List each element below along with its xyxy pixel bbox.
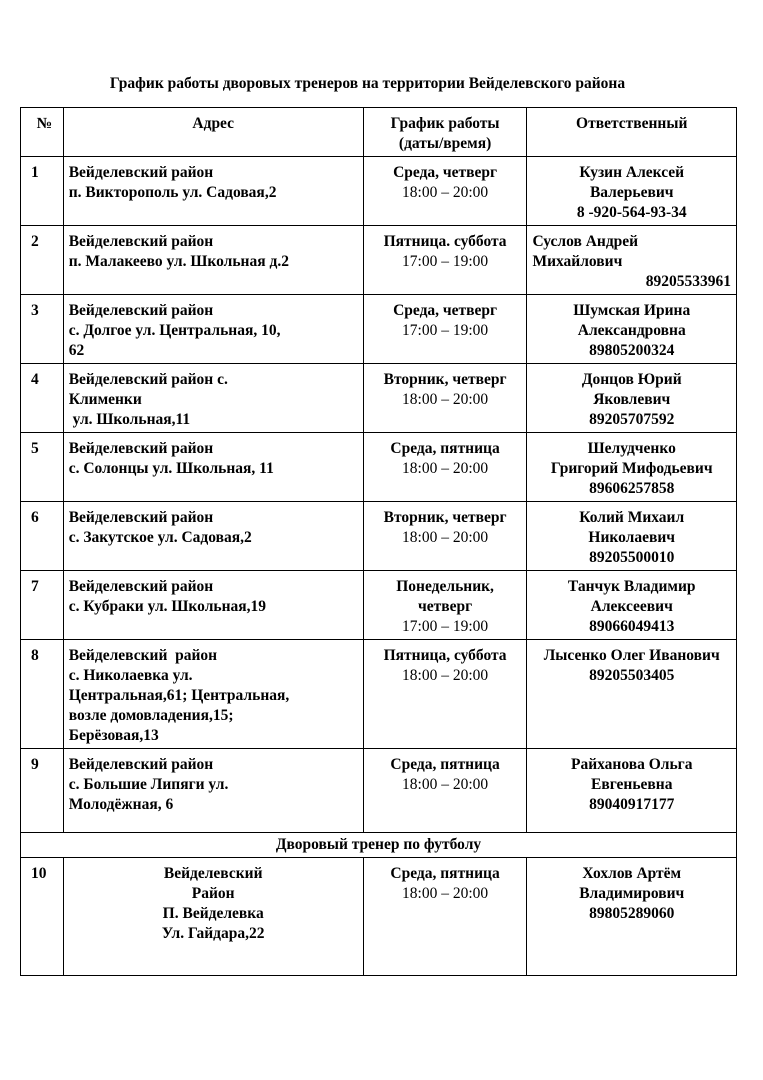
schedule-days: четверг: [418, 598, 473, 615]
address-line: Район: [191, 885, 235, 902]
header-schedule-line1: График работы: [390, 115, 500, 132]
responsible-name-line: Григорий Мифодьевич: [550, 460, 713, 477]
responsible-name-line: Евгеньевна: [590, 776, 673, 793]
row-responsible: [527, 502, 737, 571]
responsible-phone: 89805200324: [589, 342, 675, 359]
schedule-time: 17:00 – 19:00: [402, 253, 489, 270]
schedule-time: 18:00 – 20:00: [402, 391, 489, 408]
responsible-name-line: Колий Михаил: [579, 509, 685, 526]
address-line: с. Закутское ул. Садовая,2: [68, 529, 252, 546]
row-responsible: [527, 226, 737, 295]
address-line: возле домовладения,15;: [68, 707, 234, 724]
address-line: Ул. Гайдара,22: [161, 925, 265, 942]
row-number: 10: [21, 858, 64, 976]
table-row: [21, 502, 737, 571]
row-address: [63, 157, 363, 226]
row-schedule: [363, 295, 527, 364]
responsible-name-line: Райханова Ольга: [570, 756, 693, 773]
responsible-name-line: Танчук Владимир: [567, 578, 696, 595]
address-line: п. Малакеево ул. Школьная д.2: [68, 253, 289, 270]
responsible-name-line: Николаевич: [588, 529, 676, 546]
address-line: ул. Школьная,11: [68, 411, 191, 428]
section-header-row: [21, 833, 737, 858]
header-schedule-line2: (даты/время): [398, 135, 492, 152]
address-line: с. Большие Липяги ул.: [68, 776, 229, 793]
address-line: Центральная,61; Центральная,: [68, 687, 290, 704]
table-row: [21, 364, 737, 433]
schedule-time: 18:00 – 20:00: [402, 460, 489, 477]
row-responsible: [527, 364, 737, 433]
row-schedule: [363, 433, 527, 502]
row-responsible: [527, 749, 737, 833]
table-row: [21, 571, 737, 640]
schedule-time: 18:00 – 20:00: [402, 667, 489, 684]
row-address: [63, 571, 363, 640]
row-schedule: [363, 364, 527, 433]
address-line: Вейделевский район: [68, 756, 214, 773]
row-number: 1: [21, 157, 64, 226]
table-row: [21, 640, 737, 749]
responsible-phone: 89205503405: [589, 667, 675, 684]
address-line: с. Николаевка ул.: [68, 667, 193, 684]
responsible-name-line: Яковлевич: [593, 391, 671, 408]
header-address: Адрес: [63, 108, 363, 157]
schedule-days: Пятница. суббота: [383, 233, 507, 250]
table-body: [21, 157, 737, 976]
section-title: Дворовый тренер по футболу: [21, 833, 737, 858]
row-schedule: [363, 858, 527, 976]
responsible-name-line: Суслов Андрей: [532, 233, 639, 250]
schedule-days: Среда, четверг: [393, 302, 498, 319]
trainer-schedule-table: [20, 107, 737, 976]
address-line: п. Викторополь ул. Садовая,2: [68, 184, 277, 201]
header-schedule: [363, 108, 527, 157]
row-number: 9: [21, 749, 64, 833]
address-line: Вейделевский район: [68, 509, 214, 526]
schedule-time: 18:00 – 20:00: [402, 776, 489, 793]
row-number: 7: [21, 571, 64, 640]
row-responsible: [527, 433, 737, 502]
responsible-phone: 89066049413: [589, 618, 675, 635]
address-line: Вейделевский район: [68, 302, 214, 319]
row-address: [63, 433, 363, 502]
row-address: [63, 295, 363, 364]
table-row: [21, 157, 737, 226]
row-schedule: [363, 157, 527, 226]
address-line: с. Долгое ул. Центральная, 10,: [68, 322, 281, 339]
responsible-phone: 8 -920-564-93-34: [576, 204, 687, 221]
address-line: с. Солонцы ул. Школьная, 11: [68, 460, 274, 477]
row-address: [63, 364, 363, 433]
row-number: 4: [21, 364, 64, 433]
table-row: [21, 858, 737, 976]
address-line: Берёзовая,13: [68, 727, 159, 744]
schedule-days: Понедельник,: [396, 578, 494, 595]
schedule-days: Среда, пятница: [390, 440, 500, 457]
row-address: [63, 749, 363, 833]
schedule-days: Пятница, суббота: [383, 647, 507, 664]
schedule-time: 18:00 – 20:00: [402, 885, 489, 902]
address-line: Вейделевский район: [68, 578, 214, 595]
table-row: [21, 295, 737, 364]
responsible-name-line: Донцов Юрий: [581, 371, 682, 388]
responsible-name-line: Хохлов Артём: [582, 865, 682, 882]
row-responsible: [527, 858, 737, 976]
responsible-name-line: Владимирович: [579, 885, 685, 902]
table-row: [21, 433, 737, 502]
address-line: Вейделевский район: [68, 647, 218, 664]
row-responsible: [527, 640, 737, 749]
row-schedule: [363, 571, 527, 640]
responsible-phone: 89205533961: [645, 273, 731, 290]
responsible-name-line: Шумская Ирина: [573, 302, 691, 319]
schedule-days: Вторник, четверг: [383, 509, 507, 526]
schedule-time: 17:00 – 19:00: [402, 322, 489, 339]
row-schedule: [363, 749, 527, 833]
responsible-name-line: Лысенко Олег Иванович: [543, 647, 720, 664]
row-responsible: [527, 295, 737, 364]
responsible-name-line: Шелудченко: [587, 440, 676, 457]
schedule-time: 18:00 – 20:00: [402, 184, 489, 201]
row-address: [63, 858, 363, 976]
schedule-time: 17:00 – 19:00: [402, 618, 489, 635]
responsible-phone: 89205707592: [589, 411, 675, 428]
responsible-name-line: Михайлович: [532, 253, 623, 270]
header-responsible: Ответственный: [527, 108, 737, 157]
address-line: 62: [68, 342, 85, 359]
header-number: №: [21, 108, 64, 157]
address-line: Вейделевский район: [68, 233, 214, 250]
responsible-name-line: Кузин Алексей: [579, 164, 685, 181]
address-line: с. Кубраки ул. Школьная,19: [68, 598, 267, 615]
schedule-days: Среда, пятница: [390, 865, 500, 882]
responsible-name-line: Валерьевич: [589, 184, 674, 201]
row-schedule: [363, 226, 527, 295]
responsible-name-line: Алексеевич: [590, 598, 673, 615]
address-line: Клименки: [68, 391, 142, 408]
address-line: Вейделевский: [163, 865, 263, 882]
responsible-phone: 89205500010: [589, 549, 675, 566]
row-number: 6: [21, 502, 64, 571]
row-number: 5: [21, 433, 64, 502]
responsible-phone: 89040917177: [589, 796, 675, 813]
schedule-time: 18:00 – 20:00: [402, 529, 489, 546]
row-address: [63, 226, 363, 295]
schedule-days: Среда, четверг: [393, 164, 498, 181]
document-title: График работы дворовых тренеров на территории Вейделевского района: [109, 75, 626, 92]
row-number: 8: [21, 640, 64, 749]
responsible-phone: 89805289060: [589, 905, 675, 922]
row-number: 2: [21, 226, 64, 295]
row-schedule: [363, 502, 527, 571]
row-schedule: [363, 640, 527, 749]
address-line: П. Вейделевка: [162, 905, 264, 922]
schedule-days: Среда, пятница: [390, 756, 500, 773]
row-number: 3: [21, 295, 64, 364]
responsible-phone: 89606257858: [589, 480, 675, 497]
row-responsible: [527, 157, 737, 226]
address-line: Вейделевский район: [68, 164, 214, 181]
address-line: Молодёжная, 6: [68, 796, 174, 813]
row-address: [63, 640, 363, 749]
table-row: [21, 749, 737, 833]
schedule-days: Вторник, четверг: [383, 371, 507, 388]
address-line: Вейделевский район с.: [68, 371, 228, 388]
address-line: Вейделевский район: [68, 440, 214, 457]
table-row: [21, 226, 737, 295]
table-header-row: [21, 108, 737, 157]
responsible-name-line: Александровна: [577, 322, 686, 339]
row-address: [63, 502, 363, 571]
row-responsible: [527, 571, 737, 640]
